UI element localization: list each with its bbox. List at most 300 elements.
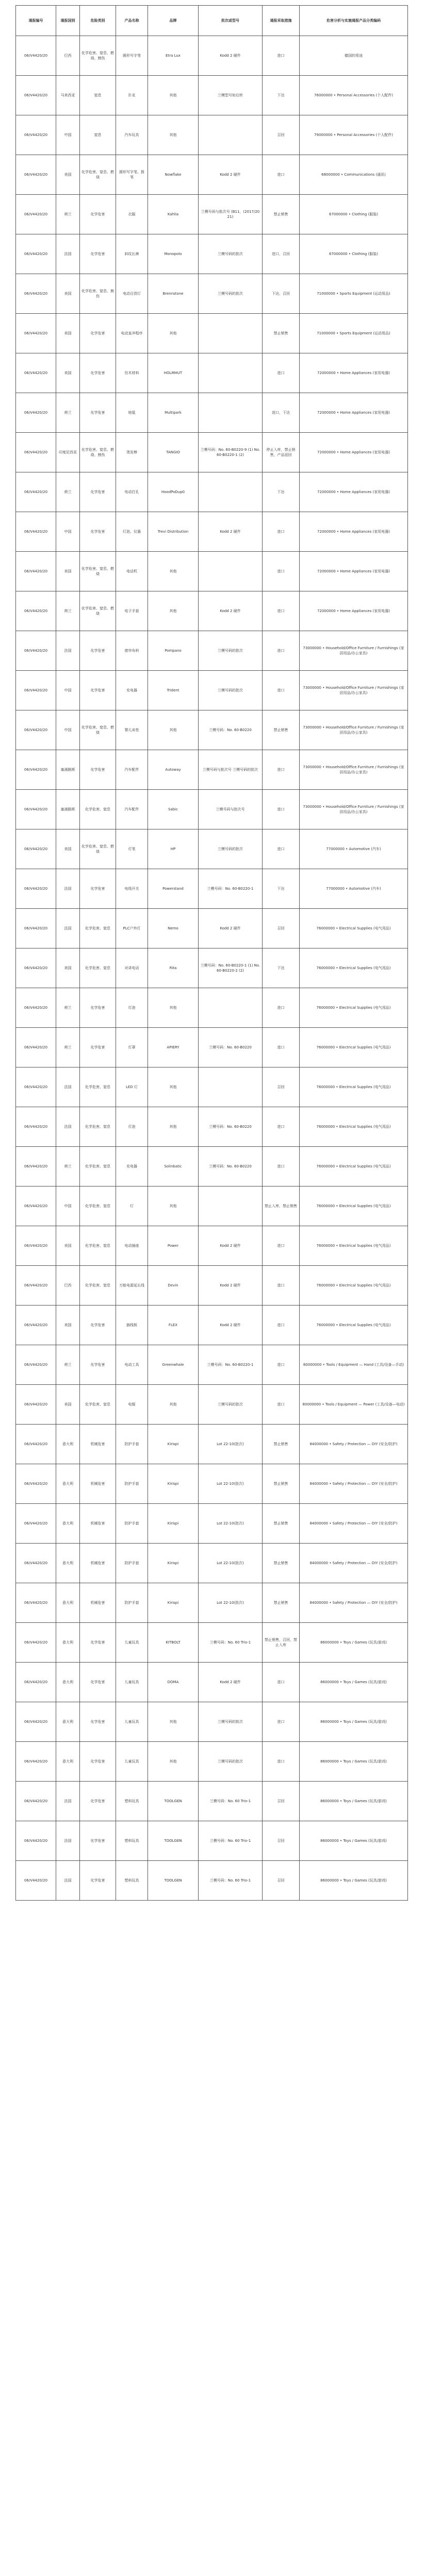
cell-category: 72000000 • Home Appliances (家用电器) (300, 512, 408, 552)
cell-batch: 兰模号码：No. 60-B0220 (199, 1028, 263, 1067)
cell-risk-type: 化学危害 (80, 393, 116, 433)
cell-product: 汽车配件 (116, 750, 148, 790)
cell-category: 86000000 • Toys / Games (玩具/游戏) (300, 1702, 408, 1742)
cell-category: 86000000 • Toys / Games (玩具/游戏) (300, 1663, 408, 1702)
cell-risk-type: 化学危害 (80, 353, 116, 393)
cell-category: 76000000 • Electrical Supplies (电气用品) (300, 1107, 408, 1147)
cell-risk-type: 化学危害、窒息、燃烧、割伤 (80, 433, 116, 472)
table-header (16, 6, 408, 36)
cell-category: 84000000 • Safety / Protection — DIY (安全/防护) (300, 1464, 408, 1504)
cell-product: 插线板 (116, 1306, 148, 1345)
cell-brand: Monopolo (148, 234, 199, 274)
cell-product: 衣服 (116, 195, 148, 234)
table-row (16, 750, 408, 790)
cell-product: 灯罩 (116, 1028, 148, 1067)
cell-brand: Greenwhale (148, 1345, 199, 1385)
cell-country: 意大利 (56, 1702, 80, 1742)
cell-risk-type: 化学危害 (80, 1623, 116, 1663)
cell-category: 76000000 • Electrical Supplies (电气用品) (300, 909, 408, 948)
cell-category: 76000000 • Electrical Supplies (电气用品) (300, 1028, 408, 1067)
cell-country: 美国 (56, 274, 80, 314)
cell-batch: 兰模型号如后转 (199, 76, 263, 115)
cell-measures: 进口 (263, 1226, 300, 1266)
cell-notification-no: 06/V4420/20 (16, 869, 56, 909)
cell-product: 圆形写字笔 (116, 36, 148, 76)
cell-category: 76000000 • Electrical Supplies (电气用品) (300, 1187, 408, 1226)
cell-batch: 兰模号码的批次 (199, 631, 263, 671)
cell-measures: 进口 (263, 790, 300, 829)
table-row (16, 1425, 408, 1464)
cell-risk-type: 化学危害 (80, 314, 116, 353)
cell-measures: 禁止销售 (263, 1504, 300, 1544)
cell-country: 中国 (56, 115, 80, 155)
table-row (16, 1187, 408, 1226)
header-cell-product: 产品名称 (116, 6, 148, 36)
cell-category: 84000000 • Safety / Protection — DIY (安全/防护) (300, 1425, 408, 1464)
cell-country: 美国 (56, 1306, 80, 1345)
cell-batch: 兰模号码：No. 60-B0220 (199, 1107, 263, 1147)
cell-notification-no: 06/V4420/20 (16, 314, 56, 353)
header-cell-category: 危害分析与实施通报产品分类编码 (300, 6, 408, 36)
cell-category: 79000000 • Personal Accessories (个人配件) (300, 115, 408, 155)
cell-country: 意大利 (56, 1583, 80, 1623)
cell-batch: Lot 22-10(批次) (199, 1583, 263, 1623)
cell-category: 76000000 • Electrical Supplies (电气用品) (300, 1306, 408, 1345)
cell-product: 灯泡、仪器 (116, 512, 148, 552)
table-row (16, 1861, 408, 1901)
cell-risk-type: 化学危害 (80, 234, 116, 274)
cell-category: 73000000 • Household/Office Furniture / Furnishings (家居用品/办公家具) (300, 631, 408, 671)
table-row (16, 393, 408, 433)
cell-batch: 兰模号码：No. 60-B0220-9 (1) No. 60-B0220-1 (2) (199, 433, 263, 472)
cell-brand: TOOLGEN (148, 1861, 199, 1901)
notification-table (15, 5, 408, 1901)
cell-brand: APIERY (148, 1028, 199, 1067)
cell-batch: 兰模号码：No. 60-B0220 (199, 710, 263, 750)
table-body (16, 36, 408, 1901)
cell-measures: 召回 (263, 1861, 300, 1901)
table-row (16, 1544, 408, 1583)
cell-country: 意大利 (56, 1464, 80, 1504)
cell-product: 儿童玩具 (116, 1742, 148, 1782)
cell-risk-type: 化学危害、窒息 (80, 790, 116, 829)
table-row (16, 829, 408, 869)
cell-brand: Powerstand (148, 869, 199, 909)
table-row (16, 631, 408, 671)
cell-product: 儿童玩具 (116, 1623, 148, 1663)
cell-measures: 进口 (263, 829, 300, 869)
cell-brand: Etra Lux (148, 36, 199, 76)
cell-brand: 其他 (148, 591, 199, 631)
table-row (16, 1147, 408, 1187)
cell-batch: Kodd 2 硬件 (199, 1266, 263, 1306)
cell-notification-no: 06/V4420/20 (16, 1464, 56, 1504)
table-row (16, 552, 408, 591)
cell-risk-type: 化学危害 (80, 1702, 116, 1742)
cell-risk-type: 化学危害、窒息 (80, 1266, 116, 1306)
cell-measures: 禁止销售 (263, 1583, 300, 1623)
cell-measures: 下达，召回 (263, 274, 300, 314)
cell-category: 72000000 • Home Appliances (家用电器) (300, 591, 408, 631)
cell-country: 美国 (56, 155, 80, 195)
cell-category: 71000000 • Sports Equipment (运动用品) (300, 314, 408, 353)
cell-batch: Kodd 2 硬件 (199, 1306, 263, 1345)
table-row (16, 790, 408, 829)
table-row (16, 1107, 408, 1147)
cell-notification-no: 06/V4420/20 (16, 234, 56, 274)
table-row (16, 909, 408, 948)
cell-product: PLC户外灯 (116, 909, 148, 948)
cell-category: 80000000 • Tools / Equipment — Power (工具/设备—电动) (300, 1385, 408, 1425)
cell-batch: 兰模号码：No. 60 Trio-1 (199, 1782, 263, 1821)
cell-country: 法国 (56, 234, 80, 274)
cell-product: 电锯 (116, 1385, 148, 1425)
cell-notification-no: 06/V4420/20 (16, 353, 56, 393)
cell-country: 中国 (56, 710, 80, 750)
cell-brand: Power (148, 1226, 199, 1266)
cell-country: 意大利 (56, 1504, 80, 1544)
cell-country: 法国 (56, 1107, 80, 1147)
cell-product: 电子手套 (116, 591, 148, 631)
cell-batch: 兰模号码的批次 (199, 1702, 263, 1742)
cell-batch (199, 1067, 263, 1107)
cell-risk-type: 机械危害 (80, 1504, 116, 1544)
header-cell-batch: 批次或型号 (199, 6, 263, 36)
cell-category: 68000000 • Communications (通讯) (300, 155, 408, 195)
table-row (16, 1782, 408, 1821)
cell-risk-type: 机械危害 (80, 1425, 116, 1464)
cell-batch (199, 115, 263, 155)
table-row (16, 1345, 408, 1385)
cell-category: 76000000 • Personal Accessories (个人配件) (300, 76, 408, 115)
cell-category: 76000000 • Electrical Supplies (电气用品) (300, 1266, 408, 1306)
table-row (16, 988, 408, 1028)
table-row (16, 353, 408, 393)
cell-risk-type: 机械危害 (80, 1464, 116, 1504)
cell-category: 72000000 • Home Appliances (家用电器) (300, 353, 408, 393)
cell-risk-type: 化学危害 (80, 1028, 116, 1067)
cell-product: 防护手套 (116, 1544, 148, 1583)
cell-brand: 其他 (148, 988, 199, 1028)
cell-product: 电动打孔 (116, 472, 148, 512)
cell-brand: FLEX (148, 1306, 199, 1345)
cell-measures: 进口，召回 (263, 234, 300, 274)
cell-product: 儿童玩具 (116, 1663, 148, 1702)
cell-country: 印度尼西亚 (56, 433, 80, 472)
table-row (16, 1306, 408, 1345)
cell-brand: 其他 (148, 710, 199, 750)
cell-brand: Brennstone (148, 274, 199, 314)
table-row (16, 1028, 408, 1067)
cell-product: 电动插座 (116, 1226, 148, 1266)
cell-notification-no: 06/V4420/20 (16, 1583, 56, 1623)
cell-country: 荷兰 (56, 1028, 80, 1067)
table-row (16, 433, 408, 472)
cell-brand: 其他 (148, 115, 199, 155)
cell-measures: 召回 (263, 1782, 300, 1821)
cell-batch: 兰模号码的批次 (199, 671, 263, 710)
cell-brand: 其他 (148, 1107, 199, 1147)
cell-measures: 停止入库，禁止销售，产品返回 (263, 433, 300, 472)
cell-brand: 其他 (148, 1187, 199, 1226)
cell-category: 86000000 • Toys / Games (玩具/游戏) (300, 1782, 408, 1821)
cell-product: 塑料玩具 (116, 1821, 148, 1861)
table-row (16, 472, 408, 512)
cell-batch: Lot 22-10(批次) (199, 1544, 263, 1583)
table-row (16, 512, 408, 552)
cell-country: 法国 (56, 1067, 80, 1107)
cell-risk-type: 化学危害 (80, 869, 116, 909)
cell-measures: 进口 (263, 631, 300, 671)
cell-measures: 进口 (263, 988, 300, 1028)
cell-risk-type: 化学危害 (80, 671, 116, 710)
cell-brand: DOMA (148, 1663, 199, 1702)
cell-risk-type: 化学危害、窒息、燃烧 (80, 591, 116, 631)
cell-brand: KITBOLT (148, 1623, 199, 1663)
cell-product: 电话机 (116, 552, 148, 591)
cell-category: 73000000 • Household/Office Furniture / Furnishings (家居用品/办公家具) (300, 750, 408, 790)
cell-measures: 召回 (263, 115, 300, 155)
table-row (16, 76, 408, 115)
cell-category: 86000000 • Toys / Games (玩具/游戏) (300, 1742, 408, 1782)
table-row (16, 36, 408, 76)
cell-brand: 其他 (148, 76, 199, 115)
cell-risk-type: 化学危害 (80, 1861, 116, 1901)
cell-measures: 进口 (263, 1107, 300, 1147)
cell-country: 荷兰 (56, 988, 80, 1028)
cell-risk-type: 机械危害 (80, 1544, 116, 1583)
cell-country: 塞浦路斯 (56, 750, 80, 790)
header-cell-notification-no: 通报编号 (16, 6, 56, 36)
cell-batch (199, 353, 263, 393)
cell-country: 美国 (56, 353, 80, 393)
cell-measures: 禁止销售 (263, 1544, 300, 1583)
cell-product: 万能电源延长线 (116, 1266, 148, 1306)
cell-risk-type: 化学危害 (80, 1742, 116, 1782)
cell-brand: Multipark (148, 393, 199, 433)
cell-category: 86000000 • Toys / Games (玩具/游戏) (300, 1821, 408, 1861)
table-row (16, 1504, 408, 1544)
cell-country: 中国 (56, 671, 80, 710)
cell-brand: Devin (148, 1266, 199, 1306)
cell-measures: 进口 (263, 1147, 300, 1187)
cell-notification-no: 06/V4420/20 (16, 76, 56, 115)
cell-risk-type: 化学危害、窒息 (80, 1107, 116, 1147)
cell-country: 荷兰 (56, 1147, 80, 1187)
cell-brand: 其他 (148, 314, 199, 353)
cell-product: 灯 (116, 1187, 148, 1226)
cell-batch (199, 988, 263, 1028)
cell-measures: 禁止销售，召回，禁止入库 (263, 1623, 300, 1663)
cell-notification-no: 06/V4420/20 (16, 1504, 56, 1544)
cell-country: 意大利 (56, 1663, 80, 1702)
cell-product: 儿童玩具 (116, 1702, 148, 1742)
cell-batch (199, 472, 263, 512)
cell-measures: 进口 (263, 1702, 300, 1742)
cell-notification-no: 06/V4420/20 (16, 1345, 56, 1385)
cell-product: 灯笔 (116, 829, 148, 869)
cell-risk-type: 窒息 (80, 115, 116, 155)
cell-product: 窗帘布料 (116, 631, 148, 671)
cell-measures: 进口 (263, 1345, 300, 1385)
cell-product: 灯泡 (116, 988, 148, 1028)
table-row (16, 234, 408, 274)
cell-measures: 进口 (263, 552, 300, 591)
cell-category: 76000000 • Electrical Supplies (电气用品) (300, 948, 408, 988)
cell-batch: Lot 22-10(批次) (199, 1425, 263, 1464)
cell-notification-no: 06/V4420/20 (16, 115, 56, 155)
header-row (16, 6, 408, 36)
cell-batch (199, 1187, 263, 1226)
table-row (16, 869, 408, 909)
cell-measures: 进口 (263, 155, 300, 195)
cell-batch: 兰模号码：No. 60 Trio-1 (199, 1861, 263, 1901)
cell-notification-no: 06/V4420/20 (16, 1861, 56, 1901)
cell-product: 仿木材料 (116, 353, 148, 393)
cell-measures: 进口 (263, 1028, 300, 1067)
cell-measures: 禁止销售 (263, 314, 300, 353)
cell-measures: 禁止销售 (263, 710, 300, 750)
table-row (16, 1385, 408, 1425)
cell-measures: 进口 (263, 512, 300, 552)
cell-notification-no: 06/V4420/20 (16, 1107, 56, 1147)
cell-batch: 兰模号码的批次 (199, 274, 263, 314)
cell-country: 美国 (56, 948, 80, 988)
cell-notification-no: 06/V4420/20 (16, 155, 56, 195)
cell-batch: 兰模号码与批次号 (199, 790, 263, 829)
cell-brand: TOOLGEN (148, 1782, 199, 1821)
cell-country: 意大利 (56, 1425, 80, 1464)
cell-product: 对讲电话 (116, 948, 148, 988)
table-row (16, 1266, 408, 1306)
table-row (16, 274, 408, 314)
cell-notification-no: 06/V4420/20 (16, 274, 56, 314)
cell-country: 马来西亚 (56, 76, 80, 115)
cell-measures: 禁止销售 (263, 1425, 300, 1464)
cell-measures: 进口 (263, 591, 300, 631)
cell-country: 美国 (56, 552, 80, 591)
header-cell-brand: 品牌 (148, 6, 199, 36)
cell-brand: Kirispi (148, 1464, 199, 1504)
cell-category: 67000000 • Clothing (服装) (300, 195, 408, 234)
cell-brand: Nemo (148, 909, 199, 948)
cell-batch: Kodd 2 硬件 (199, 155, 263, 195)
cell-notification-no: 06/V4420/20 (16, 948, 56, 988)
cell-brand: 其他 (148, 1067, 199, 1107)
cell-batch: 兰模号码：No. 60-B0220-1 (1) No. 60-B0220-2 (2) (199, 948, 263, 988)
cell-country: 法国 (56, 1861, 80, 1901)
cell-risk-type: 化学危害 (80, 1663, 116, 1702)
cell-brand: Trevi Distribution (148, 512, 199, 552)
table-row (16, 1702, 408, 1742)
cell-batch: 兰模号码的批次 (199, 1385, 263, 1425)
cell-measures: 进口 (263, 1306, 300, 1345)
cell-risk-type: 化学危害 (80, 1306, 116, 1345)
cell-category: 73000000 • Household/Office Furniture / Furnishings (家居用品/办公家具) (300, 790, 408, 829)
cell-risk-type: 窒息 (80, 76, 116, 115)
cell-notification-no: 06/V4420/20 (16, 552, 56, 591)
cell-country: 中国 (56, 512, 80, 552)
cell-notification-no: 06/V4420/20 (16, 591, 56, 631)
cell-measures: 进口 (263, 1266, 300, 1306)
cell-measures: 进口 (263, 1663, 300, 1702)
cell-brand: HoodPoDup0 (148, 472, 199, 512)
cell-country: 美国 (56, 829, 80, 869)
cell-category: 77000000 • Automotive (汽车) (300, 829, 408, 869)
cell-category: 86000000 • Toys / Games (玩具/游戏) (300, 1861, 408, 1901)
cell-notification-no: 06/V4420/20 (16, 1067, 56, 1107)
cell-product: 婴儿床垫 (116, 710, 148, 750)
cell-brand: TOOLGEN (148, 1821, 199, 1861)
cell-batch (199, 314, 263, 353)
cell-batch: 兰模号码与批次号 兰模号码的批次 (199, 750, 263, 790)
cell-batch: 兰模号码的批次 (199, 234, 263, 274)
cell-country: 意大利 (56, 1544, 80, 1583)
cell-country: 意大利 (56, 1623, 80, 1663)
cell-measures: 进口 (263, 353, 300, 393)
cell-product: LED 灯 (116, 1067, 148, 1107)
cell-measures: 禁止入库，禁止销售 (263, 1187, 300, 1226)
cell-measures: 进口 (263, 36, 300, 76)
cell-risk-type: 化学危害 (80, 1782, 116, 1821)
cell-measures: 进口，下达 (263, 393, 300, 433)
cell-notification-no: 06/V4420/20 (16, 1821, 56, 1861)
table-row (16, 1663, 408, 1702)
cell-category: 77000000 • Automotive (汽车) (300, 869, 408, 909)
cell-batch: 兰模号码：No. 60 Trio-1 (199, 1623, 263, 1663)
cell-country: 法国 (56, 1821, 80, 1861)
cell-category: 76000000 • Electrical Supplies (电气用品) (300, 988, 408, 1028)
rapex-table-container (15, 5, 407, 1901)
cell-batch: Kodd 2 硬件 (199, 36, 263, 76)
table-row (16, 1067, 408, 1107)
cell-notification-no: 06/V4420/20 (16, 1306, 56, 1345)
cell-notification-no: 06/V4420/20 (16, 631, 56, 671)
cell-notification-no: 06/V4420/20 (16, 988, 56, 1028)
cell-brand: Kahlia (148, 195, 199, 234)
cell-brand: Solinbatic (148, 1147, 199, 1187)
cell-category: 72000000 • Home Appliances (家用电器) (300, 552, 408, 591)
cell-risk-type: 化学危害、窒息、燃烧 (80, 552, 116, 591)
cell-country: 塞浦路斯 (56, 790, 80, 829)
cell-batch: Kodd 2 硬件 (199, 512, 263, 552)
cell-brand: Nowflake (148, 155, 199, 195)
table-row (16, 115, 408, 155)
cell-country: 荷兰 (56, 591, 80, 631)
cell-country: 意大利 (56, 1742, 80, 1782)
cell-risk-type: 化学危害、窒息 (80, 1067, 116, 1107)
cell-risk-type: 化学危害、窒息、燃烧、割伤 (80, 36, 116, 76)
cell-product: 塑料玩具 (116, 1782, 148, 1821)
cell-batch: 兰模号码与批次号 (B11，(2017/2021) (199, 195, 263, 234)
cell-product: 扑克 (116, 76, 148, 115)
cell-product: 防护手套 (116, 1504, 148, 1544)
cell-category: 84000000 • Safety / Protection — DIY (安全/防护) (300, 1583, 408, 1623)
cell-brand: 其他 (148, 1702, 199, 1742)
cell-risk-type: 化学危害、窒息 (80, 1385, 116, 1425)
cell-brand: Kirispi (148, 1504, 199, 1544)
header-cell-country: 通报国别 (56, 6, 80, 36)
cell-product: 斜纹长裤 (116, 234, 148, 274)
cell-notification-no: 06/V4420/20 (16, 1187, 56, 1226)
cell-notification-no: 06/V4420/20 (16, 1742, 56, 1782)
cell-measures: 进口 (263, 1742, 300, 1782)
cell-product: 电动直冲程序 (116, 314, 148, 353)
cell-country: 美国 (56, 1226, 80, 1266)
cell-country: 荷兰 (56, 195, 80, 234)
cell-batch: 兰模号码：No. 60-B0220-1 (199, 869, 263, 909)
cell-notification-no: 06/V4420/20 (16, 1702, 56, 1742)
